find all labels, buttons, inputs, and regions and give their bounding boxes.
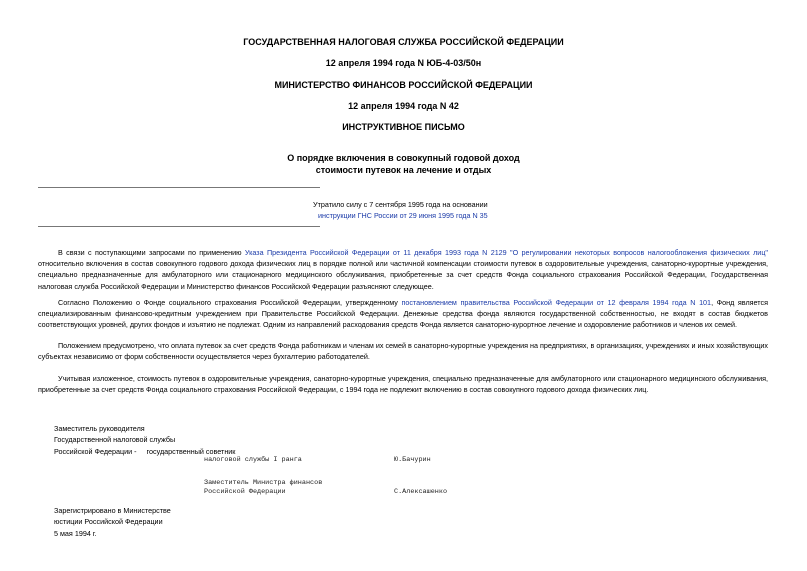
body-paragraph-4: Учитывая изложенное, стоимость путевок в оздоровительные учреждения, санаторно-курортные учреждения, специально предназначенные для амбулаторного или стационарного медицинского обслуживания, приобретенные за счет средств Фонда социального страхования Российской Федерации, с 1994 года не подлежит включению в состав совокупного годового дохода физических лиц.	[38, 374, 768, 395]
status-note: Утратило силу с 7 сентября 1995 года на основании	[313, 200, 488, 209]
agency-date: 12 апреля 1994 года N ЮБ-4-03/50н	[325, 58, 482, 68]
p1-text-a: В связи с поступающими запросами по применению	[58, 248, 245, 257]
subject-line-1: О порядке включения в совокупный годовой доход	[287, 153, 520, 163]
body-paragraph-3: Положением предусмотрено, что оплата путевок за счет средств Фонда работникам и членам их семей в санаторно-курортные учреждения на предприятиях, в организациях, учреждениях и иных хозяйствующих субъектах независимо от форм собственности осуществляется через бухгалтерию работодателей.	[38, 341, 768, 362]
registration-line-2: юстиции Российской Федерации	[54, 517, 163, 527]
divider-top	[38, 187, 320, 188]
registration-line-1: Зарегистрировано в Министерстве	[54, 506, 171, 515]
subject-line-2: стоимости путевок на лечение и отдых	[315, 165, 492, 175]
deputy-title-line-1: Заместитель руководителя	[54, 424, 145, 433]
status-link[interactable]: инструкции ГНС России от 29 июня 1995 года N 35	[318, 211, 488, 220]
tax-rank: налоговой службы I ранга	[204, 456, 302, 464]
document-subject	[0, 152, 807, 176]
p2-text-b: , Фонд является специализированным финансово-кредитным учреждением при Правительстве Российской Федерации. Денежные средства фонда являются государственной собственностью, не входят в состав бюджетов соответствующих уровней, других фондов и изъятию не подлежат. Одним из направлений расходования средств Фонда является санаторно-курортное лечение и оздоровление работников и членов их семей.	[38, 298, 769, 330]
ministry-date: 12 апреля 1994 года N 42	[348, 101, 459, 111]
resolution-link[interactable]: постановлением правительства Российской Федерации от 12 февраля 1994 года N 101	[401, 298, 712, 307]
tax-signatory-name: Ю.Бачурин	[394, 456, 431, 464]
deputy-title-line-2: Государственной налоговой службы	[54, 435, 176, 445]
agency-title: ГОСУДАРСТВЕННАЯ НАЛОГОВАЯ СЛУЖБА РОССИЙСКОЙ ФЕДЕРАЦИИ	[243, 37, 564, 47]
body-paragraph-1	[38, 247, 768, 292]
p2-text-a: Согласно Положению о Фонде социального страхования Российской Федерации, утвержденному	[58, 298, 402, 307]
deputy-signature-block	[54, 423, 235, 457]
minfin-signatory-name: С.Алексашенко	[394, 488, 448, 496]
minfin-title-line-1: Заместитель Министра финансов	[204, 479, 323, 487]
document-type: ИНСТРУКТИВНОЕ ПИСЬМО	[342, 122, 465, 132]
body-paragraph-2	[38, 297, 768, 331]
p1-text-b: относительно включения в состав совокупного годового дохода физических лиц в порядке полной или частичной компенсации стоимости путевок в оздоровительные учреждения, санаторно-курортные учреждения, специально предназначенные для амбулаторного или стационарного медицинского обслуживания, приобретенные за счет средств Фонда социального страхования Российской Федерации, Государственная налоговая служба Российской Федерации и Министерство финансов Российской Федерации разъясняют следующее.	[38, 259, 768, 291]
minfin-title-line-2: Российской Федерации	[204, 488, 286, 496]
decree-link[interactable]: Указа Президента Российской Федерации от 11 декабря 1993 года N 2129 "О регулировании некоторых вопросов налогообложения физических лиц"	[244, 248, 768, 257]
ministry-title: МИНИСТЕРСТВО ФИНАНСОВ РОССИЙСКОЙ ФЕДЕРАЦИИ	[274, 80, 533, 90]
registration-block	[54, 505, 171, 539]
divider-bottom	[38, 226, 320, 227]
registration-line-3: 5 мая 1994 г.	[54, 528, 97, 538]
deputy-title-line-3: Российской Федерации - государственный советник	[54, 446, 236, 456]
